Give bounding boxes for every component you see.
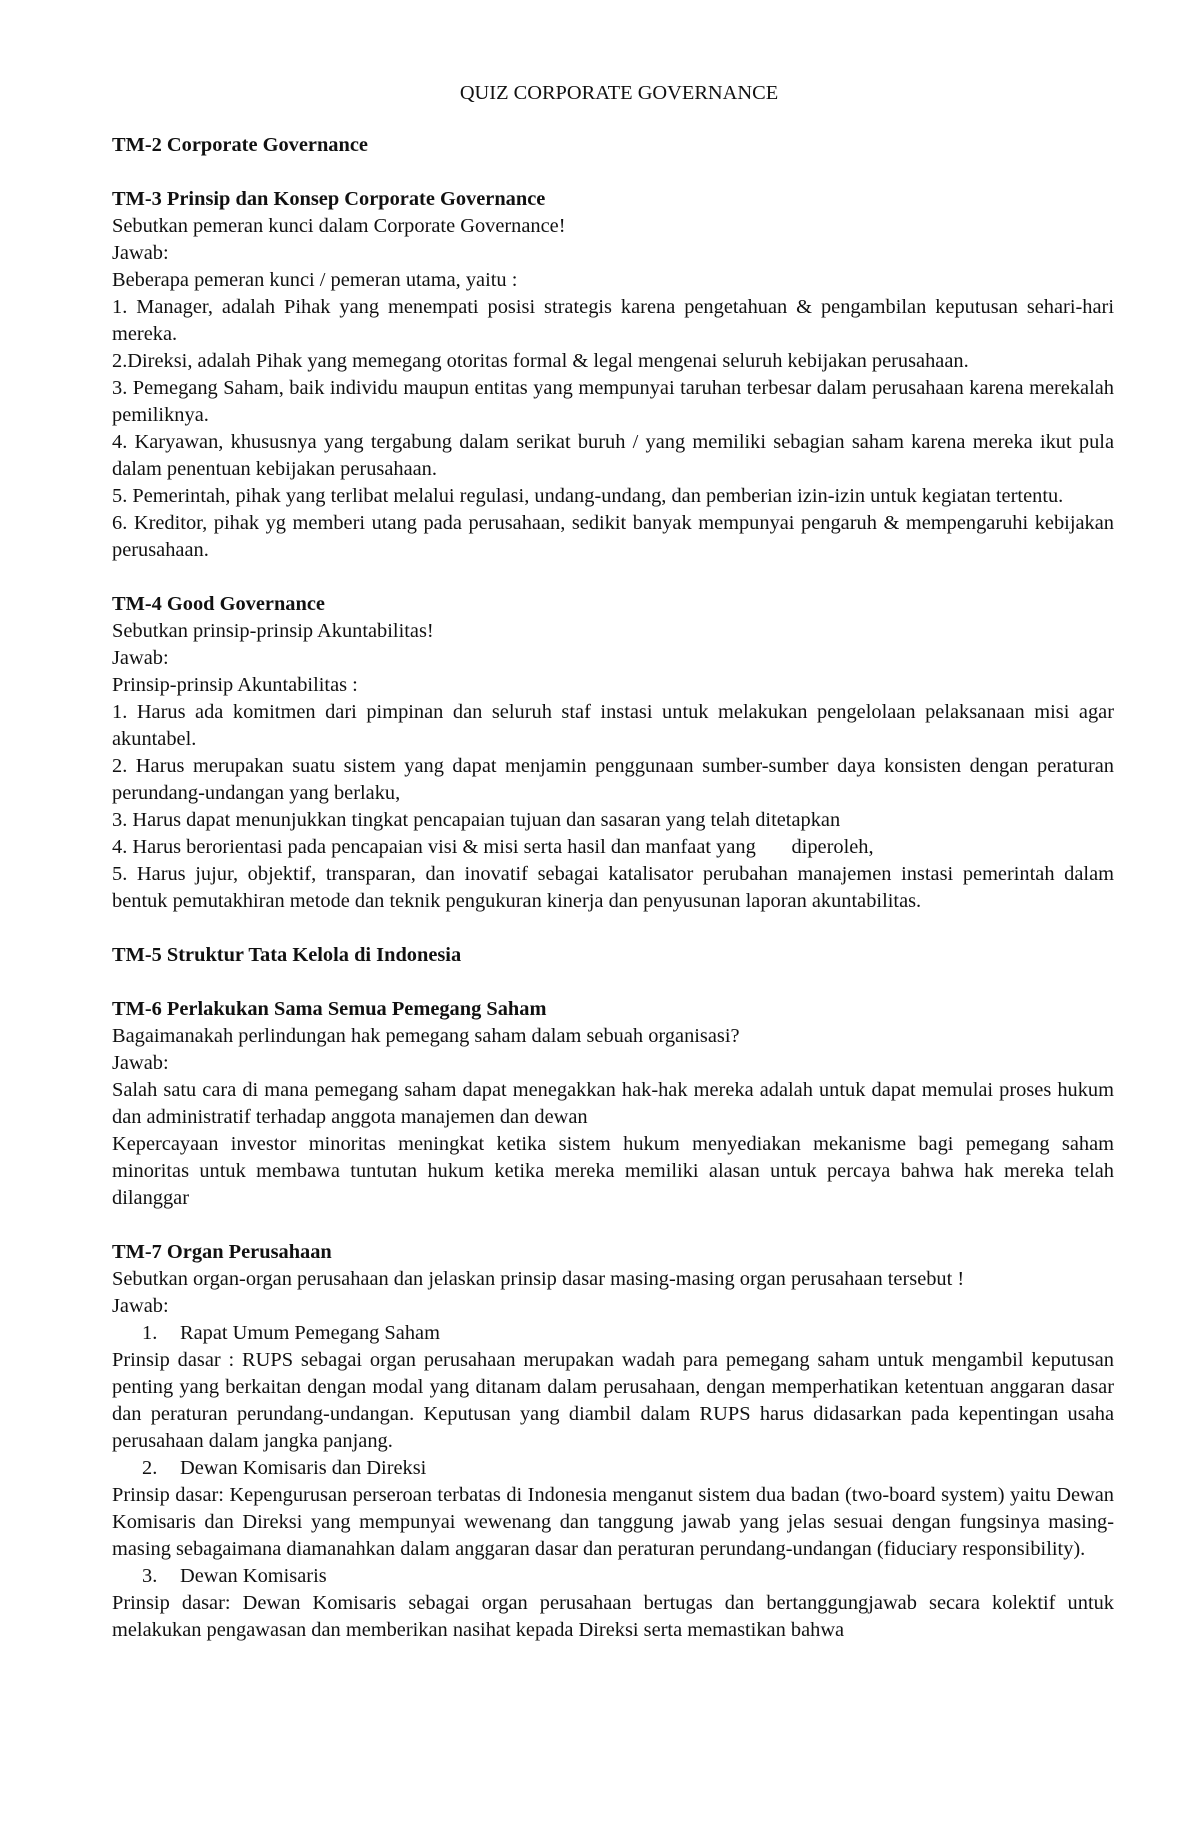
answer-label: Jawab: — [112, 1295, 169, 1317]
answer-paragraph: Salah satu cara di mana pemegang saham dapat menegakkan hak-hak mereka adalah untuk dapat memulai proses hukum dan administratif terhadap anggota manajemen dan dewan — [112, 1079, 1114, 1128]
answer-item: 2. Harus merupakan suatu sistem yang dapat menjamin penggunaan sumber-sumber daya konsisten dengan peraturan perundang-undangan yang berlaku, — [112, 755, 1114, 804]
answer-label: Jawab: — [112, 1052, 169, 1074]
organ-principle: Prinsip dasar: Dewan Komisaris sebagai organ perusahaan bertugas dan bertanggungjawab secara kolektif untuk melakukan pengawasan dan memberikan nasihat kepada Direksi serta memastikan bahwa — [112, 1592, 1114, 1641]
organ-name: Rapat Umum Pemegang Saham — [180, 1322, 440, 1344]
question-text: Sebutkan pemeran kunci dalam Corporate Governance! — [112, 215, 566, 237]
question-text: Sebutkan prinsip-prinsip Akuntabilitas! — [112, 620, 434, 642]
answer-item: 4. Karyawan, khususnya yang tergabung dalam serikat buruh / yang memiliki sebagian saham karena mereka ikut pula dalam penentuan kebijakan perusahaan. — [112, 431, 1114, 480]
answer-item: 3. Pemegang Saham, baik individu maupun entitas yang mempunyai taruhan terbesar dalam perusahaan karena merekalah pemiliknya. — [112, 377, 1114, 426]
answer-label: Jawab: — [112, 647, 169, 669]
section-heading-tm5: TM-5 Struktur Tata Kelola di Indonesia — [112, 944, 462, 966]
organ-list — [112, 1455, 1114, 1482]
list-number: 2. — [142, 1457, 158, 1479]
answer-item: 1. Harus ada komitmen dari pimpinan dan seluruh staf instasi untuk melakukan pengelolaan pelaksanaan misi agar akuntabel. — [112, 701, 1114, 750]
list-number: 1. — [142, 1322, 158, 1344]
list-number: 3. — [142, 1565, 158, 1587]
answer-intro: Beberapa pemeran kunci / pemeran utama, yaitu : — [112, 269, 518, 291]
section-heading-tm4: TM-4 Good Governance — [112, 593, 325, 615]
organ-principle: Prinsip dasar: Kepengurusan perseroan terbatas di Indonesia menganut sistem dua badan (two-board system) yaitu Dewan Komisaris dan Direksi yang mempunyai wewenang dan tanggung jawab yang jelas sesuai dengan fungsinya masing-masing sebagaimana diamanahkan dalam anggaran dasar dan peraturan perundang-undangan (fiduciary responsibility). — [112, 1484, 1114, 1560]
answer-item: 2.Direksi, adalah Pihak yang memegang otoritas formal & legal mengenai seluruh kebijakan perusahaan. — [112, 350, 969, 372]
answer-item: 1. Manager, adalah Pihak yang menempati posisi strategis karena pengetahuan & pengambilan keputusan sehari-hari mereka. — [112, 296, 1114, 345]
section-heading-tm7: TM-7 Organ Perusahaan — [112, 1241, 332, 1263]
answer-item: 5. Pemerintah, pihak yang terlibat melalui regulasi, undang-undang, dan pemberian izin-izin untuk kegiatan tertentu. — [112, 485, 1064, 507]
answer-item: 6. Kreditor, pihak yg memberi utang pada perusahaan, sedikit banyak mempunyai pengaruh & mempengaruhi kebijakan perusahaan. — [112, 512, 1114, 561]
list-item — [112, 1455, 1114, 1482]
organ-list — [112, 1320, 1114, 1347]
answer-item: 5. Harus jujur, objektif, transparan, dan inovatif sebagai katalisator perubahan manajemen instasi pemerintah dalam bentuk pemutakhiran metode dan teknik pengukuran kinerja dan penyusunan laporan akuntabilitas. — [112, 863, 1114, 912]
organ-name: Dewan Komisaris — [180, 1565, 327, 1587]
question-text: Sebutkan organ-organ perusahaan dan jelaskan prinsip dasar masing-masing organ perusahaan tersebut ! — [112, 1268, 965, 1290]
answer-item: 3. Harus dapat menunjukkan tingkat pencapaian tujuan dan sasaran yang telah ditetapkan — [112, 809, 841, 831]
answer-item: 4. Harus berorientasi pada pencapaian visi & misi serta hasil dan manfaat yang diperoleh, — [112, 836, 874, 858]
question-text: Bagaimanakah perlindungan hak pemegang saham dalam sebuah organisasi? — [112, 1025, 740, 1047]
answer-intro: Prinsip-prinsip Akuntabilitas : — [112, 674, 358, 696]
answer-paragraph: Kepercayaan investor minoritas meningkat ketika sistem hukum menyediakan mekanisme bagi pemegang saham minoritas untuk membawa tuntutan hukum ketika mereka memiliki alasan untuk percaya bahwa hak mereka telah dilanggar — [112, 1133, 1114, 1209]
organ-list — [112, 1563, 1114, 1590]
list-item — [112, 1320, 1114, 1347]
section-heading-tm2: TM-2 Corporate Governance — [112, 134, 368, 156]
list-item — [112, 1563, 1114, 1590]
section-heading-tm3: TM-3 Prinsip dan Konsep Corporate Governance — [112, 188, 546, 210]
organ-name: Dewan Komisaris dan Direksi — [180, 1457, 427, 1479]
organ-principle: Prinsip dasar : RUPS sebagai organ perusahaan merupakan wadah para pemegang saham untuk mengambil keputusan penting yang berkaitan dengan modal yang ditanam dalam perusahaan, dengan memperhatikan ketentuan anggaran dasar dan peraturan perundang-undangan. Keputusan yang diambil dalam RUPS harus didasarkan pada kepentingan usaha perusahaan dalam jangka panjang. — [112, 1349, 1114, 1452]
section-heading-tm6: TM-6 Perlakukan Sama Semua Pemegang Saham — [112, 998, 547, 1020]
document-title: QUIZ CORPORATE GOVERNANCE — [459, 82, 779, 104]
answer-label: Jawab: — [112, 242, 169, 264]
